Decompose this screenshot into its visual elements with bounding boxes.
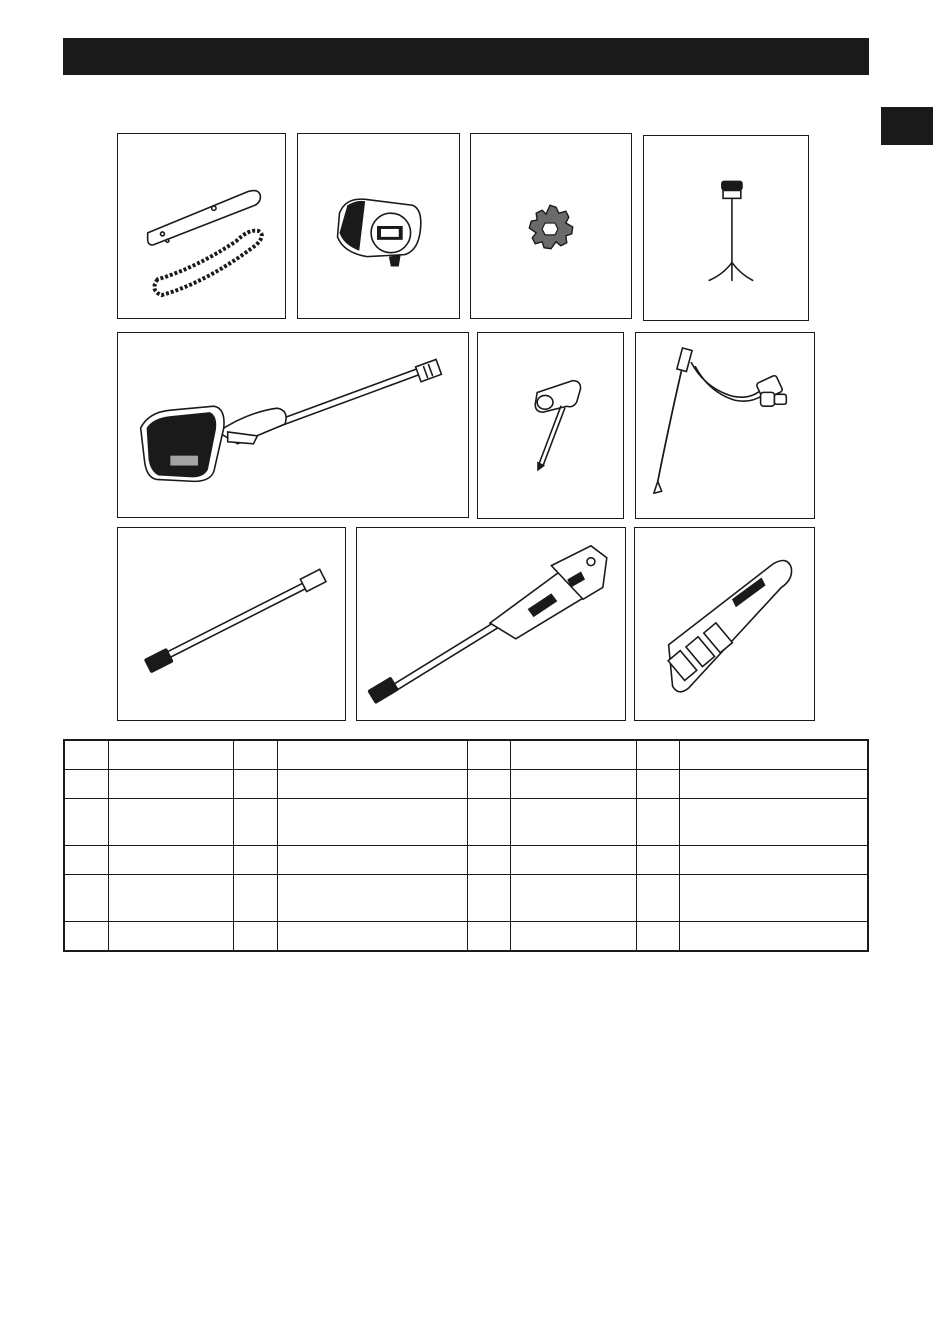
- table-cell: [108, 922, 234, 952]
- table-cell: [636, 875, 680, 922]
- table-row: [64, 875, 868, 922]
- panel-chain-cover: [297, 133, 460, 319]
- table-cell: [64, 846, 108, 875]
- table-cell: [511, 846, 637, 875]
- table-cell: [511, 875, 637, 922]
- wrench-icon: [478, 333, 623, 518]
- table-row: [64, 740, 868, 770]
- panel-bar-and-chain: [117, 133, 286, 319]
- parts-list-table: [63, 739, 869, 952]
- table-cell: [64, 799, 108, 846]
- table-cell: [680, 922, 868, 952]
- table-cell: [234, 846, 278, 875]
- table-cell: [64, 875, 108, 922]
- table-cell: [467, 922, 511, 952]
- table-cell: [467, 770, 511, 799]
- table-cell: [234, 770, 278, 799]
- panel-wrench: [477, 332, 624, 519]
- table-cell: [467, 799, 511, 846]
- table-cell: [108, 799, 234, 846]
- table-cell: [636, 799, 680, 846]
- table-cell: [467, 875, 511, 922]
- table-row: [64, 922, 868, 952]
- table-cell: [467, 846, 511, 875]
- shoulder-strap-icon: [636, 333, 814, 518]
- table-cell: [680, 740, 868, 770]
- table-cell: [277, 799, 467, 846]
- table-cell: [108, 740, 234, 770]
- table-cell: [277, 922, 467, 952]
- oil-cap-icon: [644, 136, 808, 320]
- table-cell: [680, 846, 868, 875]
- table-cell: [636, 770, 680, 799]
- table-cell: [277, 875, 467, 922]
- table-cell: [64, 740, 108, 770]
- table-cell: [511, 740, 637, 770]
- table-cell: [636, 846, 680, 875]
- table-cell: [511, 770, 637, 799]
- table-cell: [234, 799, 278, 846]
- table-cell: [234, 740, 278, 770]
- table-cell: [636, 740, 680, 770]
- table-cell: [108, 875, 234, 922]
- bar-chain-icon: [118, 134, 285, 318]
- panel-extension-pole: [117, 527, 346, 721]
- table-row: [64, 846, 868, 875]
- table-cell: [680, 799, 868, 846]
- bar-cover-icon: [635, 528, 814, 720]
- table-cell: [64, 770, 108, 799]
- table-cell: [680, 770, 868, 799]
- panel-sprocket: [470, 133, 632, 319]
- table-cell: [511, 799, 637, 846]
- table-cell: [108, 770, 234, 799]
- panel-oil-cap: [643, 135, 809, 321]
- pruner-head-icon: [357, 528, 625, 720]
- table-cell: [636, 922, 680, 952]
- panel-pruner-head-pole: [356, 527, 626, 721]
- table-cell: [511, 922, 637, 952]
- table-cell: [64, 922, 108, 952]
- table-cell: [234, 875, 278, 922]
- table-cell: [277, 770, 467, 799]
- section-header-bar: [63, 38, 869, 75]
- table-row: [64, 770, 868, 799]
- extension-pole-icon: [118, 528, 345, 720]
- panel-motor-handle-pole: [117, 332, 469, 518]
- table-cell: [108, 846, 234, 875]
- table-row: [64, 799, 868, 846]
- chain-cover-icon: [298, 134, 459, 318]
- section-title: [63, 48, 75, 65]
- panel-shoulder-strap: [635, 332, 815, 519]
- language-tab: [881, 107, 933, 145]
- table-cell: [277, 740, 467, 770]
- table-cell: [680, 875, 868, 922]
- table-cell: [277, 846, 467, 875]
- table-cell: [234, 922, 278, 952]
- table-cell: [467, 740, 511, 770]
- motor-handle-icon: [118, 333, 468, 517]
- sprocket-icon: [471, 134, 631, 318]
- panel-bar-cover: [634, 527, 815, 721]
